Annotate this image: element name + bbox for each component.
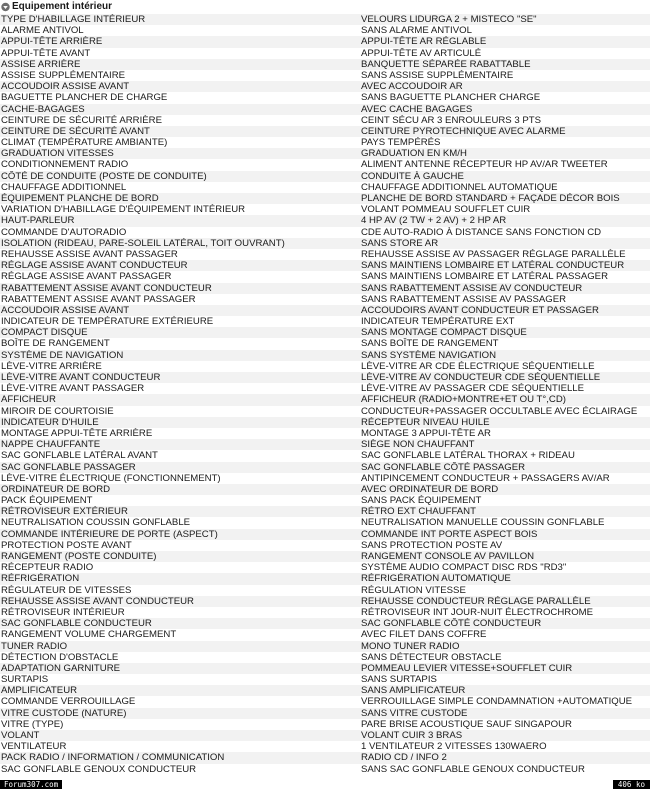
equipment-value: RÉFRIGÉRATION AUTOMATIQUE — [361, 573, 511, 585]
table-row — [0, 48, 650, 59]
table-row — [0, 585, 650, 596]
equipment-category: BAGUETTE PLANCHER DE CHARGE — [1, 92, 168, 104]
table-row — [0, 305, 650, 316]
equipment-category: RÉGLAGE ASSISE AVANT CONDUCTEUR — [1, 260, 188, 272]
equipment-category: TUNER RADIO — [1, 640, 68, 652]
equipment-value: VERROUILLAGE SIMPLE CONDAMNATION +AUTOMATIQUE — [361, 696, 633, 708]
table-row — [0, 115, 650, 126]
equipment-category: COMPACT DISQUE — [1, 327, 88, 339]
table-row — [0, 283, 650, 294]
equipment-value: SANS PACK ÉQUIPEMENT — [361, 495, 482, 507]
equipment-table — [0, 14, 650, 775]
equipment-value: SANS DÉTECTEUR OBSTACLE — [361, 651, 502, 663]
equipment-category: RABATTEMENT ASSISE AVANT CONDUCTEUR — [1, 282, 212, 294]
equipment-value: SYSTÈME AUDIO COMPACT DISC RDS "RD3" — [361, 562, 567, 574]
table-row — [0, 663, 650, 674]
equipment-category: SAC GONFLABLE LATÉRAL AVANT — [1, 450, 158, 462]
table-row — [0, 204, 650, 215]
equipment-value: REHAUSSE ASSISE AV PASSAGER RÉGLAGE PARALLÈLE — [361, 248, 626, 260]
table-row — [0, 719, 650, 730]
table-row — [0, 25, 650, 36]
equipment-category: COMMANDE D'AUTORADIO — [1, 226, 127, 238]
table-row — [0, 685, 650, 696]
equipment-value: SANS STORE AR — [361, 237, 439, 249]
equipment-value: CEINTURE PYROTECHNIQUE AVEC ALARME — [361, 125, 566, 137]
equipment-category: RANGEMENT VOLUME CHARGEMENT — [1, 629, 177, 641]
equipment-category: SURTAPIS — [1, 674, 49, 686]
table-row — [0, 696, 650, 707]
equipment-category: CÔTÉ DE CONDUITE (POSTE DE CONDUITE) — [1, 170, 207, 182]
equipment-value: SANS SURTAPIS — [361, 674, 437, 686]
equipment-value: RÉTROVISEUR INT JOUR-NUIT ÉLECTROCHROME — [361, 606, 594, 618]
table-row — [0, 752, 650, 763]
equipment-category: VARIATION D'HABILLAGE D'ÉQUIPEMENT INTÉRIEUR — [1, 204, 246, 216]
table-row — [0, 148, 650, 159]
equipment-value: SANS MAINTIENS LOMBAIRE ET LATÉRAL CONDUCTEUR — [361, 260, 625, 272]
equipment-category: RÉGULATEUR DE VITESSES — [1, 584, 132, 596]
table-row — [0, 137, 650, 148]
table-row — [0, 327, 650, 338]
equipment-value: RADIO CD / INFO 2 — [361, 752, 447, 764]
equipment-category: BOÎTE DE RANGEMENT — [1, 338, 110, 350]
equipment-category: ACCOUDOIR ASSISE AVANT — [1, 81, 130, 93]
equipment-value: MONO TUNER RADIO — [361, 640, 460, 652]
equipment-value: MONTAGE 3 APPUI-TÊTE AR — [361, 427, 491, 439]
equipment-category: RANGEMENT (POSTE CONDUITE) — [1, 551, 157, 562]
equipment-category: VITRE (TYPE) — [1, 718, 64, 730]
table-row — [0, 104, 650, 115]
equipment-value: RÉTRO EXT CHAUFFANT — [361, 506, 476, 518]
equipment-category: AMPLIFICATEUR — [1, 685, 78, 697]
equipment-category: ASSISE SUPPLÉMENTAIRE — [1, 69, 126, 81]
equipment-category: ASSISE ARRIÈRE — [1, 58, 81, 70]
equipment-value: PAYS TEMPÉRÉS — [361, 137, 441, 149]
table-row — [0, 596, 650, 607]
table-row — [0, 652, 650, 663]
table-row — [0, 316, 650, 327]
equipment-category: NAPPE CHAUFFANTE — [1, 439, 101, 451]
equipment-category: GRADUATION VITESSES — [1, 148, 114, 160]
equipment-category: DÉTECTION D'OBSTACLE — [1, 651, 119, 663]
equipment-value: SANS BAGUETTE PLANCHER CHARGE — [361, 92, 541, 104]
equipment-value: AVEC FILET DANS COFFRE — [361, 629, 487, 641]
watermark-brand: Forum307.com — [0, 780, 62, 789]
equipment-value: SANS MAINTIENS LOMBAIRE ET LATÉRAL PASSAGER — [361, 271, 609, 283]
equipment-category: RÉTROVISEUR EXTÉRIEUR — [1, 506, 128, 518]
equipment-value: 1 VENTILATEUR 2 VITESSES 130WAERO — [361, 741, 547, 753]
equipment-category: TYPE D'HABILLAGE INTÉRIEUR — [1, 14, 146, 25]
equipment-category: SYSTÈME DE NAVIGATION — [1, 349, 124, 361]
equipment-value: BANQUETTE SÉPARÉE RABATTABLE — [361, 58, 531, 70]
equipment-category: REHAUSSE ASSISE AVANT CONDUCTEUR — [1, 595, 194, 607]
equipment-category: RÉFRIGÉRATION — [1, 573, 80, 585]
equipment-category: CEINTURE DE SÉCURITÉ AVANT — [1, 125, 150, 137]
table-row — [0, 529, 650, 540]
table-row — [0, 406, 650, 417]
equipment-category: HAUT-PARLEUR — [1, 215, 75, 227]
equipment-value: 4 HP AV (2 TW + 2 AV) + 2 HP AR — [361, 215, 507, 227]
equipment-category: PACK RADIO / INFORMATION / COMMUNICATION — [1, 752, 225, 764]
equipment-category: SAC GONFLABLE CONDUCTEUR — [1, 618, 152, 630]
table-row — [0, 551, 650, 562]
equipment-value: VOLANT CUIR 3 BRAS — [361, 730, 463, 741]
equipment-value: CHAUFFAGE ADDITIONNEL AUTOMATIQUE — [361, 181, 558, 193]
equipment-value: SAC GONFLABLE LATÉRAL THORAX + RIDEAU — [361, 450, 575, 462]
equipment-category: CONDITIONNEMENT RADIO — [1, 159, 129, 171]
equipment-category: PROTECTION POSTE AVANT — [1, 539, 132, 551]
equipment-category: RÉTROVISEUR INTÉRIEUR — [1, 606, 125, 618]
collapse-arrow-icon[interactable] — [1, 2, 10, 12]
equipment-value: NEUTRALISATION MANUELLE COUSSIN GONFLABLE — [361, 517, 605, 529]
table-row — [0, 238, 650, 249]
equipment-value: SANS VITRE CUSTODE — [361, 707, 468, 719]
table-row — [0, 227, 650, 238]
equipment-value: SANS BOÎTE DE RANGEMENT — [361, 338, 499, 350]
table-row — [0, 450, 650, 461]
table-row — [0, 271, 650, 282]
equipment-category: COMMANDE INTÉRIEURE DE PORTE (ASPECT) — [1, 528, 218, 540]
equipment-category: ISOLATION (RIDEAU, PARE-SOLEIL LATÉRAL, TOIT OUVRANT) — [1, 237, 285, 249]
equipment-category: CHAUFFAGE ADDITIONNEL — [1, 181, 127, 193]
table-row — [0, 517, 650, 528]
equipment-value: AVEC ORDINATEUR DE BORD — [361, 483, 499, 495]
equipment-value: CONDUITE À GAUCHE — [361, 170, 464, 182]
equipment-value: SANS RABATTEMENT ASSISE AV PASSAGER — [361, 293, 567, 305]
equipment-value: PLANCHE DE BORD STANDARD + FAÇADE DÉCOR BOIS — [361, 193, 620, 204]
equipment-category: MONTAGE APPUI-TÊTE ARRIÈRE — [1, 427, 153, 439]
equipment-value: APPUI-TÊTE AV ARTICULÉ — [361, 47, 482, 59]
table-row — [0, 215, 650, 226]
image-size-badge: 406 ko — [613, 780, 650, 789]
equipment-value: SAC GONFLABLE CÔTÉ PASSAGER — [361, 461, 526, 473]
equipment-value: SANS ALARME ANTIVOL — [361, 25, 472, 37]
equipment-category: SAC GONFLABLE GENOUX CONDUCTEUR — [1, 763, 197, 775]
equipment-value: SANS ASSISE SUPPLÉMENTAIRE — [361, 69, 514, 81]
table-row — [0, 462, 650, 473]
footer — [0, 780, 650, 789]
table-row — [0, 171, 650, 182]
table-row — [0, 394, 650, 405]
equipment-category: RÉGLAGE ASSISE AVANT PASSAGER — [1, 271, 172, 283]
equipment-value: COMMANDE INT PORTE ASPECT BOIS — [361, 528, 538, 540]
equipment-value: AFFICHEUR (RADIO+MONTRE+ET OU T°,CD) — [361, 394, 566, 406]
equipment-category: LÈVE-VITRE ÉLECTRIQUE (FONCTIONNEMENT) — [1, 472, 221, 484]
equipment-category: SAC GONFLABLE PASSAGER — [1, 461, 136, 473]
table-row — [0, 439, 650, 450]
equipment-value: CEINT SÉCU AR 3 ENROULEURS 3 PTS — [361, 114, 542, 126]
equipment-value: PARE BRISE ACOUSTIQUE SAUF SINGAPOUR — [361, 718, 572, 730]
equipment-value: RÉGULATION VITESSE — [361, 584, 466, 596]
table-row — [0, 126, 650, 137]
table-row — [0, 562, 650, 573]
equipment-value: ACCOUDOIRS AVANT CONDUCTEUR ET PASSAGER — [361, 304, 599, 316]
equipment-value: POMMEAU LEVIER VITESSE+SOUFFLET CUIR — [361, 662, 573, 674]
table-row — [0, 428, 650, 439]
table-row — [0, 338, 650, 349]
equipment-value: SAC GONFLABLE CÔTÉ CONDUCTEUR — [361, 618, 542, 630]
equipment-value: VOLANT POMMEAU SOUFFLET CUIR — [361, 204, 531, 216]
equipment-value: CDE AUTO-RADIO À DISTANCE SANS FONCTION CD — [361, 226, 602, 238]
table-row — [0, 607, 650, 618]
table-row — [0, 182, 650, 193]
equipment-value: REHAUSSE CONDUCTEUR RÉGLAGE PARALLÈLE — [361, 595, 591, 607]
table-row — [0, 249, 650, 260]
equipment-category: ADAPTATION GARNITURE — [1, 662, 121, 674]
equipment-category: VENTILATEUR — [1, 741, 67, 753]
equipment-value: APPUI-TÊTE AR RÉGLABLE — [361, 36, 487, 48]
equipment-category: PACK ÉQUIPEMENT — [1, 495, 93, 507]
equipment-category: RABATTEMENT ASSISE AVANT PASSAGER — [1, 293, 196, 305]
table-row — [0, 506, 650, 517]
table-row — [0, 350, 650, 361]
table-row — [0, 473, 650, 484]
table-row — [0, 36, 650, 47]
table-row — [0, 294, 650, 305]
table-row — [0, 361, 650, 372]
table-row — [0, 59, 650, 70]
table-row — [0, 383, 650, 394]
equipment-category: ÉQUIPEMENT PLANCHE DE BORD — [1, 193, 159, 204]
equipment-value: CONDUCTEUR+PASSAGER OCCULTABLE AVEC ÉCLAIRAGE — [361, 405, 638, 417]
table-row — [0, 618, 650, 629]
equipment-value: SANS RABATTEMENT ASSISE AV CONDUCTEUR — [361, 282, 583, 294]
equipment-category: MIROIR DE COURTOISIE — [1, 405, 114, 417]
table-row — [0, 260, 650, 271]
table-row — [0, 92, 650, 103]
table-row — [0, 573, 650, 584]
table-row — [0, 70, 650, 81]
equipment-category: INDICATEUR D'HUILE — [1, 416, 99, 428]
equipment-category: VITRE CUSTODE (NATURE) — [1, 707, 127, 719]
equipment-category: CLIMAT (TEMPÉRATURE AMBIANTE) — [1, 137, 168, 149]
equipment-value: SANS SAC GONFLABLE GENOUX CONDUCTEUR — [361, 763, 585, 775]
equipment-value: SANS SYSTÈME NAVIGATION — [361, 349, 497, 361]
table-row — [0, 730, 650, 741]
equipment-category: VOLANT — [1, 730, 40, 741]
equipment-value: RÉCEPTEUR NIVEAU HUILE — [361, 416, 490, 428]
table-row — [0, 193, 650, 204]
equipment-category: LÈVE-VITRE ARRIÈRE — [1, 360, 102, 372]
table-row — [0, 14, 650, 25]
equipment-category: ALARME ANTIVOL — [1, 25, 84, 37]
equipment-category: ORDINATEUR DE BORD — [1, 483, 111, 495]
equipment-category: ACCOUDOIR ASSISE AVANT — [1, 304, 130, 316]
table-row — [0, 540, 650, 551]
table-row — [0, 81, 650, 92]
section-header[interactable] — [0, 0, 650, 13]
equipment-category: CACHE-BAGAGES — [1, 103, 85, 115]
equipment-category: NEUTRALISATION COUSSIN GONFLABLE — [1, 517, 191, 529]
equipment-value: VELOURS LIDURGA 2 + MISTECO "SE" — [361, 14, 537, 25]
table-row — [0, 641, 650, 652]
equipment-category: RÉCEPTEUR RADIO — [1, 562, 94, 574]
table-row — [0, 708, 650, 719]
section-title: Equipement intérieur — [12, 1, 113, 12]
equipment-value: RANGEMENT CONSOLE AV PAVILLON — [361, 551, 535, 562]
equipment-category: COMMANDE VERROUILLAGE — [1, 696, 136, 708]
equipment-category: CEINTURE DE SÉCURITÉ ARRIÈRE — [1, 114, 162, 126]
equipment-value: AVEC CACHE BAGAGES — [361, 103, 473, 115]
equipment-value: SIÈGE NON CHAUFFANT — [361, 439, 475, 451]
table-row — [0, 741, 650, 752]
table-row — [0, 764, 650, 775]
equipment-value: GRADUATION EN KM/H — [361, 148, 467, 160]
equipment-value: AVEC ACCOUDOIR AR — [361, 81, 463, 93]
table-row — [0, 417, 650, 428]
equipment-value: LÈVE-VITRE AR CDE ÉLECTRIQUE SÉQUENTIELLE — [361, 360, 595, 372]
table-row — [0, 372, 650, 383]
equipment-category: LÈVE-VITRE AVANT CONDUCTEUR — [1, 372, 161, 383]
equipment-value: SANS AMPLIFICATEUR — [361, 685, 466, 697]
equipment-category: REHAUSSE ASSISE AVANT PASSAGER — [1, 248, 178, 260]
equipment-value: ANTIPINCEMENT CONDUCTEUR + PASSAGERS AV/AR — [361, 472, 610, 484]
table-row — [0, 484, 650, 495]
table-row — [0, 629, 650, 640]
equipment-value: SANS MONTAGE COMPACT DISQUE — [361, 327, 527, 339]
equipment-category: LÈVE-VITRE AVANT PASSAGER — [1, 383, 145, 395]
table-row — [0, 159, 650, 170]
equipment-value: LÈVE-VITRE AV PASSAGER CDE SÉQUENTIELLE — [361, 383, 585, 395]
equipment-value: ALIMENT ANTENNE RÉCEPTEUR HP AV/AR TWEETER — [361, 159, 608, 171]
equipment-category: AFFICHEUR — [1, 394, 56, 406]
equipment-category: INDICATEUR DE TEMPÉRATURE EXTÉRIEURE — [1, 316, 214, 328]
table-row — [0, 674, 650, 685]
equipment-category: APPUI-TÊTE AVANT — [1, 47, 91, 59]
equipment-value: SANS PROTECTION POSTE AV — [361, 539, 503, 551]
equipment-category: APPUI-TÊTE ARRIÈRE — [1, 36, 103, 48]
equipment-value: INDICATEUR TEMPÉRATURE EXT — [361, 316, 515, 328]
equipment-value: LÈVE-VITRE AV CONDUCTEUR CDE SÉQUENTIELLE — [361, 372, 601, 383]
table-row — [0, 495, 650, 506]
